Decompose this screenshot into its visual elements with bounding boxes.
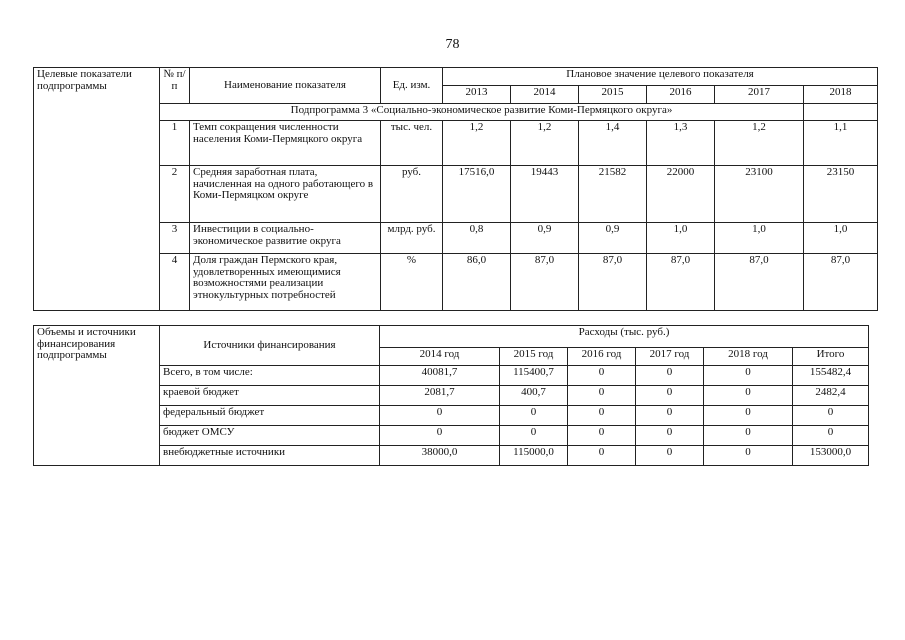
row-value: 0 [636,426,704,446]
row-label: внебюджетные источники [160,446,380,466]
row-value: 0 [500,406,568,426]
row-value: 1,0 [647,223,715,254]
row-value: 0 [636,406,704,426]
row-value: 0 [568,406,636,426]
table-row [34,426,869,446]
row-value: 1,1 [804,121,878,166]
indicators-section-label: Целевые показатели подпрограммы [34,68,160,311]
row-label: краевой бюджет [160,386,380,406]
row-value: 0 [704,426,793,446]
header-unit: Ед. изм. [381,68,443,104]
header-year: 2018 год [704,348,793,366]
header-year: 2018 [804,86,878,104]
page-number: 78 [445,37,460,52]
row-value: 0 [636,366,704,386]
row-value: 1,0 [804,223,878,254]
row-value: 23150 [804,166,878,223]
row-unit: тыс. чел. [381,121,443,166]
row-label: бюджет ОМСУ [160,426,380,446]
row-value: 87,0 [647,254,715,311]
row-name: Средняя заработная плата, начисленная на одного работающего в Коми-Пермяцком округе [190,166,381,223]
header-year: 2017 [715,86,804,104]
row-value: 0,9 [579,223,647,254]
table-row [34,166,878,223]
row-value: 1,2 [715,121,804,166]
table-row [34,121,878,166]
empty-cell [804,104,878,121]
row-num: 2 [160,166,190,223]
row-value: 17516,0 [443,166,511,223]
table-row [34,446,869,466]
row-value: 38000,0 [380,446,500,466]
row-value: 87,0 [715,254,804,311]
row-name: Темп сокращения численности населения Коми-Пермяцкого округа [190,121,381,166]
row-value: 115000,0 [500,446,568,466]
row-value: 0 [636,446,704,466]
header-sources: Источники финансирования [160,326,380,366]
row-unit: руб. [381,166,443,223]
subprogram-title-row [34,104,878,121]
row-name: Инвестиции в социально-экономическое развитие округа [190,223,381,254]
indicators-table [33,67,878,311]
row-name: Доля граждан Пермского края, удовлетворенных имеющимися возможностями реализации этнокультурных потребностей [190,254,381,311]
row-value: 87,0 [579,254,647,311]
row-value: 0 [380,426,500,446]
row-value: 0 [568,446,636,466]
row-value: 19443 [511,166,579,223]
header-year: 2015 [579,86,647,104]
row-value: 0 [380,406,500,426]
header-year: 2017 год [636,348,704,366]
table-row [34,223,878,254]
row-value: 400,7 [500,386,568,406]
row-value: 2482,4 [793,386,869,406]
row-value: 0 [704,406,793,426]
table-row [34,386,869,406]
row-value: 22000 [647,166,715,223]
row-value: 87,0 [511,254,579,311]
row-value: 0 [704,446,793,466]
header-num: № п/п [160,68,190,104]
subprogram-title: Подпрограмма 3 «Социально-экономическое развитие Коми-Пермяцкого округа» [160,104,804,121]
header-total: Итого [793,348,869,366]
row-label: Всего, в том числе: [160,366,380,386]
row-value: 21582 [579,166,647,223]
table-row [34,366,869,386]
row-value: 0 [704,366,793,386]
header-year: 2013 [443,86,511,104]
row-value: 40081,7 [380,366,500,386]
row-value: 2081,7 [380,386,500,406]
row-label: федеральный бюджет [160,406,380,426]
row-value: 0 [636,386,704,406]
table-row [34,254,878,311]
row-num: 3 [160,223,190,254]
header-year: 2014 год [380,348,500,366]
row-num: 1 [160,121,190,166]
row-value: 0,8 [443,223,511,254]
indicators-header-row-1 [34,68,878,86]
table-row [34,406,869,426]
row-value: 1,3 [647,121,715,166]
row-value: 0,9 [511,223,579,254]
row-value: 1,2 [511,121,579,166]
financing-header-row-1 [34,326,869,348]
header-planned: Плановое значение целевого показателя [443,68,878,86]
header-year: 2015 год [500,348,568,366]
row-unit: млрд. руб. [381,223,443,254]
header-name: Наименование показателя [190,68,381,104]
row-value: 1,4 [579,121,647,166]
row-value: 115400,7 [500,366,568,386]
row-value: 1,2 [443,121,511,166]
row-value: 153000,0 [793,446,869,466]
row-value: 0 [793,426,869,446]
row-value: 155482,4 [793,366,869,386]
row-value: 0 [500,426,568,446]
row-value: 1,0 [715,223,804,254]
row-value: 87,0 [804,254,878,311]
row-value: 86,0 [443,254,511,311]
row-value: 0 [793,406,869,426]
financing-section-label: Объемы и источники финансирования подпрограммы [34,326,160,466]
header-year: 2014 [511,86,579,104]
row-value: 23100 [715,166,804,223]
row-value: 0 [568,426,636,446]
header-expenses: Расходы (тыс. руб.) [380,326,869,348]
row-unit: % [381,254,443,311]
row-value: 0 [704,386,793,406]
header-year: 2016 год [568,348,636,366]
financing-table [33,325,869,466]
row-value: 0 [568,386,636,406]
row-value: 0 [568,366,636,386]
header-year: 2016 [647,86,715,104]
row-num: 4 [160,254,190,311]
